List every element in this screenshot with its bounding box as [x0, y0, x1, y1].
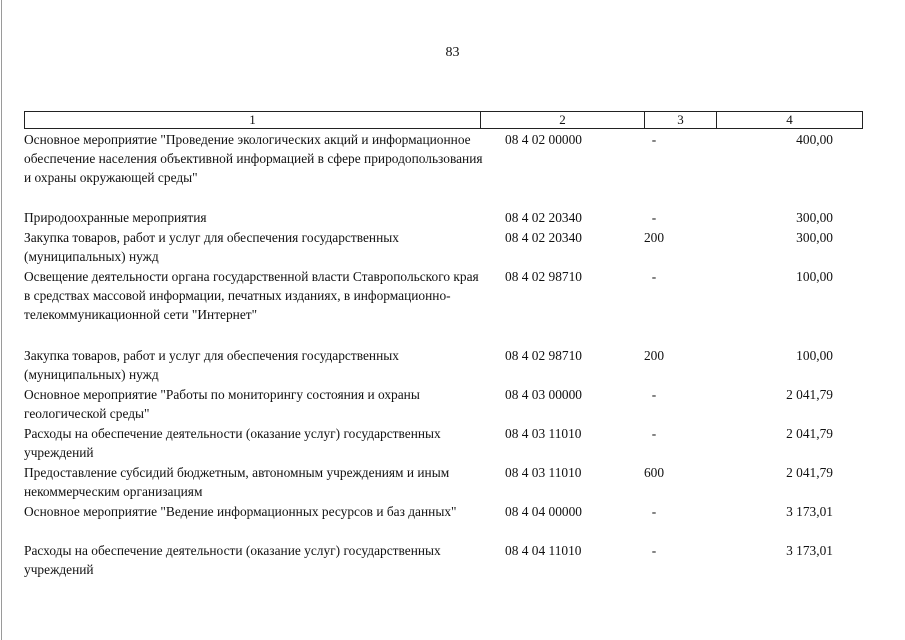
- row-name: Предоставление субсидий бюджетным, автономным учреждениям и иным некоммерческим организациям: [24, 465, 450, 499]
- row-name: Освещение деятельности органа государственной власти Ставропольского края в средствах массовой информации, печатных изданиях, в информационно-телекоммуникационной сети "Интернет": [24, 269, 479, 322]
- row-name: Основное мероприятие "Работы по мониторингу состояния и охраны геологической среды": [24, 387, 420, 421]
- row-name: Основное мероприятие "Проведение экологических акций и информационное обеспечение населения объективной информацией в сфере природопользования и охраны окружающей среды": [24, 132, 483, 185]
- row-name: Природоохранные мероприятия: [24, 210, 207, 225]
- scan-edge-line: [1, 0, 2, 640]
- row-code: 08 4 03 11010: [505, 465, 582, 480]
- row-type: -: [651, 210, 657, 225]
- header-col-2: 2: [480, 111, 645, 129]
- row-name: Расходы на обеспечение деятельности (оказание услуг) государственных учреждений: [24, 543, 441, 577]
- row-amount: 2 041,79: [786, 426, 833, 441]
- row-name: Расходы на обеспечение деятельности (оказание услуг) государственных учреждений: [24, 426, 441, 460]
- row-type: -: [651, 543, 657, 558]
- row-amount: 400,00: [796, 132, 833, 147]
- row-code: 08 4 04 00000: [505, 504, 582, 519]
- header-col-1: 1: [24, 111, 481, 129]
- row-type: -: [651, 426, 657, 441]
- row-code: 08 4 03 11010: [505, 426, 582, 441]
- table-header: [24, 111, 863, 128]
- row-code: 08 4 02 20340: [505, 210, 582, 225]
- row-amount: 100,00: [796, 348, 833, 363]
- row-amount: 2 041,79: [786, 465, 833, 480]
- row-type: 200: [643, 230, 665, 245]
- row-type: 200: [643, 348, 665, 363]
- row-code: 08 4 04 11010: [505, 543, 582, 558]
- row-type: -: [651, 387, 657, 402]
- row-amount: 100,00: [796, 269, 833, 284]
- row-name: Закупка товаров, работ и услуг для обеспечения государственных (муниципальных) нужд: [24, 348, 399, 382]
- row-name: Основное мероприятие "Ведение информационных ресурсов и баз данных": [24, 504, 457, 519]
- row-code: 08 4 02 98710: [505, 348, 582, 363]
- row-code: 08 4 03 00000: [505, 387, 582, 402]
- row-name: Закупка товаров, работ и услуг для обеспечения государственных (муниципальных) нужд: [24, 230, 399, 264]
- row-type: -: [651, 504, 657, 519]
- row-type: -: [651, 269, 657, 284]
- row-code: 08 4 02 00000: [505, 132, 582, 147]
- row-amount: 3 173,01: [786, 504, 833, 519]
- row-code: 08 4 02 20340: [505, 230, 582, 245]
- row-amount: 300,00: [796, 230, 833, 245]
- header-col-4: 4: [716, 111, 863, 129]
- header-col-3: 3: [644, 111, 717, 129]
- row-amount: 300,00: [796, 210, 833, 225]
- row-type: 600: [643, 465, 665, 480]
- row-amount: 3 173,01: [786, 543, 833, 558]
- row-amount: 2 041,79: [786, 387, 833, 402]
- row-type: -: [651, 132, 657, 147]
- page-number: 83: [445, 45, 460, 60]
- row-code: 08 4 02 98710: [505, 269, 582, 284]
